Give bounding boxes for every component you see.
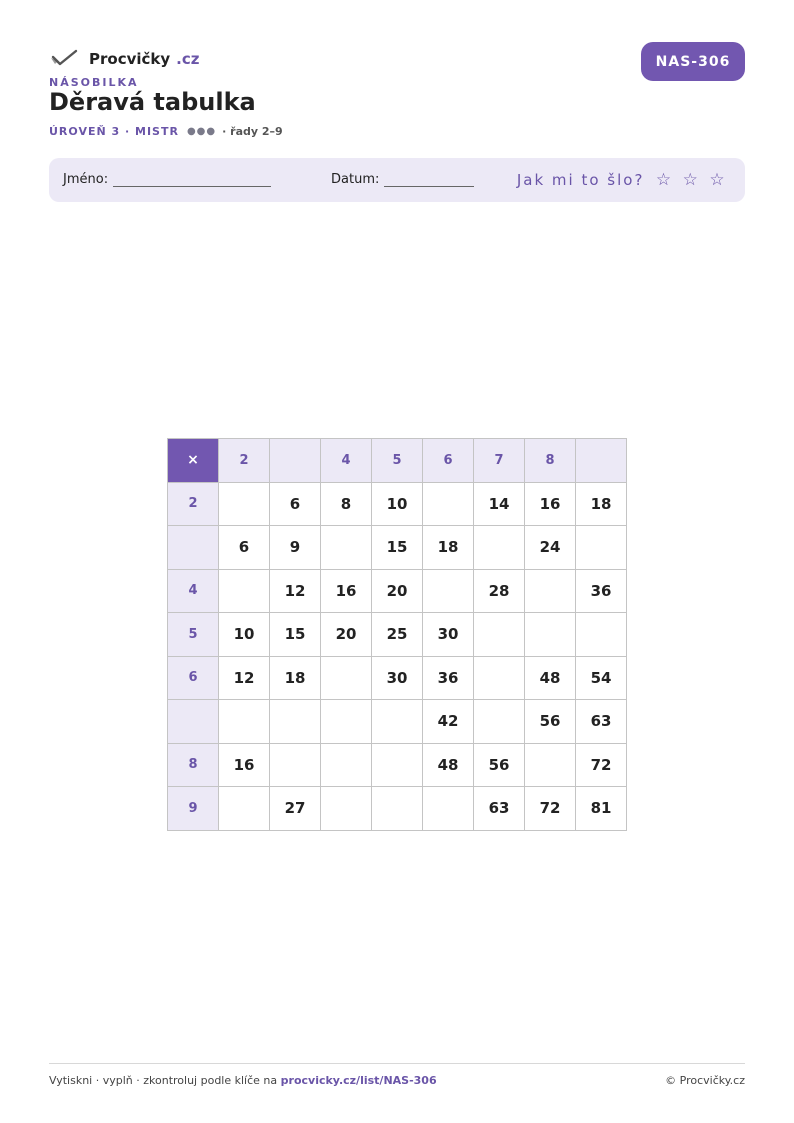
header-row [168, 439, 627, 483]
answer-key-link[interactable]: procvicky.cz/list/NAS-306 [280, 1074, 437, 1087]
product-cell: 10 [219, 613, 270, 657]
blank-cell[interactable] [423, 787, 474, 831]
table-row [168, 482, 627, 526]
blank-cell[interactable] [576, 526, 627, 570]
table-row [168, 787, 627, 831]
blank-cell[interactable] [474, 526, 525, 570]
product-cell: 6 [270, 482, 321, 526]
worksheet-code-badge: NAS-306 [641, 42, 745, 81]
blank-cell[interactable] [474, 656, 525, 700]
level-dots: ●●● [186, 126, 217, 137]
footer-text: Vytiskni · vyplň · zkontroluj podle klíče na [49, 1074, 278, 1087]
student-info-bar [49, 158, 745, 202]
blank-cell[interactable] [321, 526, 372, 570]
row-header: 8 [168, 743, 219, 787]
star-icon[interactable]: ☆ [682, 170, 698, 190]
blank-cell[interactable] [321, 743, 372, 787]
self-rating [517, 170, 728, 190]
table-row [168, 526, 627, 570]
product-cell: 15 [372, 526, 423, 570]
brand-logo [49, 47, 199, 71]
column-header: 2 [219, 439, 270, 483]
product-cell: 8 [321, 482, 372, 526]
product-cell: 42 [423, 700, 474, 744]
footer-instructions [49, 1074, 437, 1087]
worksheet-title: Děravá tabulka [49, 88, 256, 116]
blank-cell[interactable] [321, 787, 372, 831]
row-header: 9 [168, 787, 219, 831]
blank-cell[interactable] [576, 613, 627, 657]
date-field[interactable] [331, 172, 474, 187]
column-header[interactable] [576, 439, 627, 483]
row-header[interactable] [168, 526, 219, 570]
column-header: 4 [321, 439, 372, 483]
product-cell: 20 [321, 613, 372, 657]
column-header: 7 [474, 439, 525, 483]
product-cell: 27 [270, 787, 321, 831]
blank-cell[interactable] [219, 482, 270, 526]
product-cell: 81 [576, 787, 627, 831]
product-cell: 6 [219, 526, 270, 570]
product-cell: 18 [423, 526, 474, 570]
blank-cell[interactable] [372, 700, 423, 744]
checkmark-logo-icon [49, 49, 79, 69]
table-row [168, 743, 627, 787]
product-cell: 16 [321, 569, 372, 613]
blank-cell[interactable] [219, 787, 270, 831]
footer-copyright: © Procvičky.cz [665, 1074, 745, 1087]
table-row [168, 613, 627, 657]
blank-cell[interactable] [423, 569, 474, 613]
blank-cell[interactable] [525, 569, 576, 613]
product-cell: 36 [423, 656, 474, 700]
product-cell: 72 [576, 743, 627, 787]
star-icon[interactable]: ☆ [709, 170, 725, 190]
name-field[interactable] [63, 172, 271, 187]
column-header: 8 [525, 439, 576, 483]
blank-cell[interactable] [270, 743, 321, 787]
product-cell: 36 [576, 569, 627, 613]
worksheet-category: NÁSOBILKA [49, 76, 139, 89]
date-label: Datum: [331, 172, 380, 187]
blank-cell[interactable] [525, 613, 576, 657]
product-cell: 16 [219, 743, 270, 787]
product-cell: 18 [270, 656, 321, 700]
product-cell: 25 [372, 613, 423, 657]
product-cell: 18 [576, 482, 627, 526]
rows-range: · řady 2–9 [222, 125, 283, 138]
blank-cell[interactable] [423, 482, 474, 526]
blank-cell[interactable] [219, 700, 270, 744]
product-cell: 20 [372, 569, 423, 613]
level-line [49, 125, 283, 138]
product-cell: 72 [525, 787, 576, 831]
product-cell: 30 [372, 656, 423, 700]
column-header: 6 [423, 439, 474, 483]
product-cell: 54 [576, 656, 627, 700]
multiplication-grid [167, 438, 627, 831]
product-cell: 14 [474, 482, 525, 526]
rating-stars [652, 170, 728, 190]
multiply-sign-icon: × [168, 439, 219, 483]
column-header[interactable] [270, 439, 321, 483]
product-cell: 56 [525, 700, 576, 744]
blank-cell[interactable] [321, 700, 372, 744]
table-row [168, 700, 627, 744]
blank-cell[interactable] [270, 700, 321, 744]
column-header: 5 [372, 439, 423, 483]
product-cell: 12 [270, 569, 321, 613]
rating-label: Jak mi to šlo? [516, 171, 645, 189]
blank-cell[interactable] [474, 613, 525, 657]
brand-name: Procvičky [89, 50, 171, 68]
date-line[interactable] [384, 174, 474, 187]
product-cell: 10 [372, 482, 423, 526]
product-cell: 9 [270, 526, 321, 570]
row-header: 6 [168, 656, 219, 700]
product-cell: 28 [474, 569, 525, 613]
level-label: ÚROVEŇ 3 · MISTR [49, 125, 179, 138]
product-cell: 15 [270, 613, 321, 657]
product-cell: 16 [525, 482, 576, 526]
blank-cell[interactable] [321, 656, 372, 700]
table-row [168, 656, 627, 700]
blank-cell[interactable] [372, 743, 423, 787]
product-cell: 24 [525, 526, 576, 570]
product-cell: 63 [576, 700, 627, 744]
product-cell: 63 [474, 787, 525, 831]
row-header: 4 [168, 569, 219, 613]
blank-cell[interactable] [219, 569, 270, 613]
brand-tld: .cz [176, 50, 200, 68]
blank-cell[interactable] [525, 743, 576, 787]
table-row [168, 569, 627, 613]
row-header: 5 [168, 613, 219, 657]
star-icon[interactable]: ☆ [655, 170, 672, 190]
name-label: Jméno: [63, 172, 109, 187]
row-header: 2 [168, 482, 219, 526]
product-cell: 48 [423, 743, 474, 787]
name-line[interactable] [113, 174, 271, 187]
product-cell: 30 [423, 613, 474, 657]
footer-divider [49, 1063, 745, 1064]
product-cell: 48 [525, 656, 576, 700]
blank-cell[interactable] [372, 787, 423, 831]
row-header[interactable] [168, 700, 219, 744]
product-cell: 56 [474, 743, 525, 787]
product-cell: 12 [219, 656, 270, 700]
blank-cell[interactable] [474, 700, 525, 744]
